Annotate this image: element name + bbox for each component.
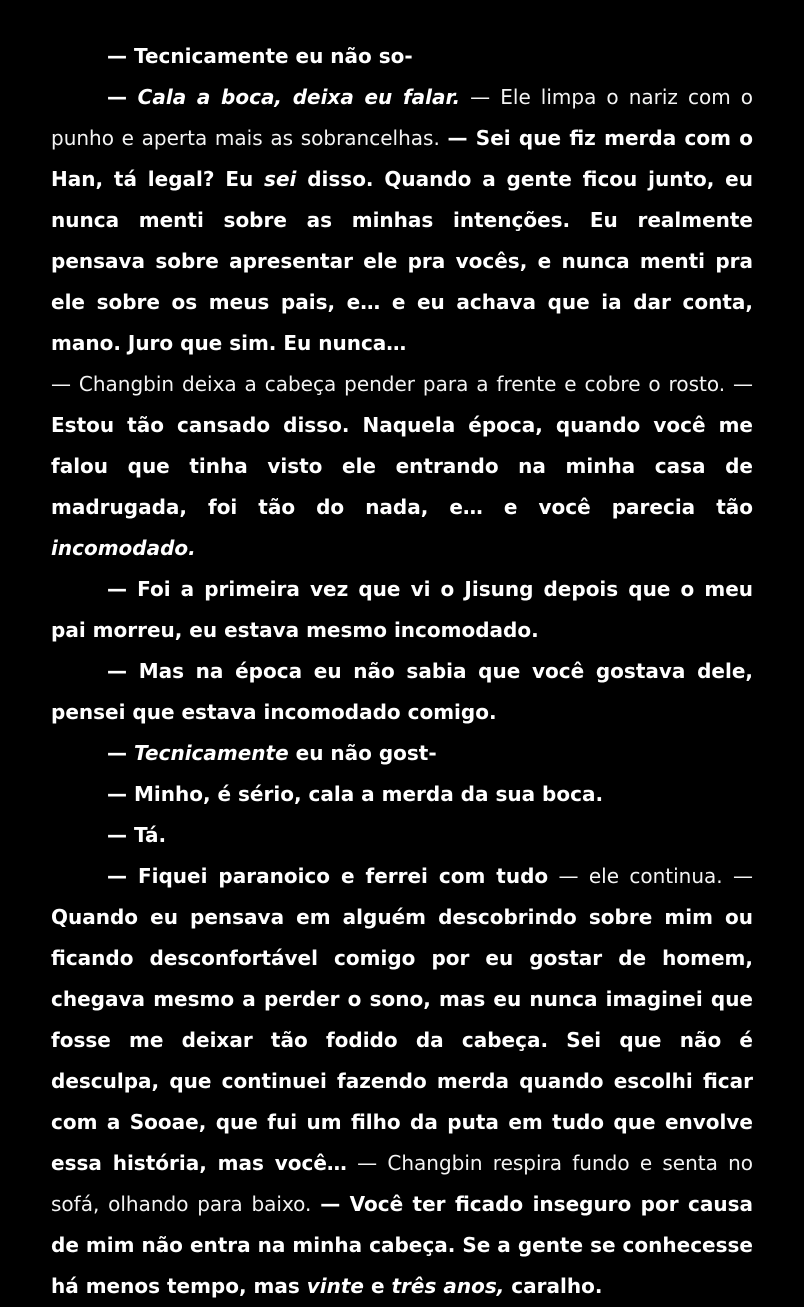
paragraph: [51, 856, 753, 1307]
dialogue-text: caralho.: [504, 1274, 603, 1298]
dialogue-text-italic: incomodado.: [51, 536, 196, 560]
narration-text: — ele continua. —: [548, 864, 754, 888]
dialogue-text: — Sei que fiz merda com o Han, tá legal? Eu: [51, 126, 753, 191]
book-page: [51, 36, 753, 1307]
paragraph: [51, 733, 753, 774]
narration-text: — Changbin respira fundo e senta no sofá, olhando para baixo.: [51, 1151, 753, 1216]
dialogue-text-italic: Cala a boca, deixa eu falar.: [137, 85, 461, 109]
dialogue-text: disso. Quando a gente ficou junto, eu nunca menti sobre as minhas intenções. Eu realmente pensava sobre apresentar ele pra vocês, e nunca menti pra ele sobre os meus pais, e… e eu achava que ia dar conta, mano. Juro que sim. Eu nunca…: [51, 167, 753, 355]
dialogue-text-italic: vinte: [306, 1274, 364, 1298]
dialogue-text: — Mas na época eu não sabia que você gostava dele, pensei que estava incomodado comigo.: [51, 659, 753, 724]
paragraph: [51, 364, 753, 569]
narration-text: — Changbin deixa a cabeça pender para a frente e cobre o rosto. —: [51, 372, 753, 396]
dialogue-text: — Você ter ficado inseguro por causa de mim não entra na minha cabeça. Se a gente se conhecesse há menos tempo, mas: [51, 1192, 753, 1298]
dialogue-text-italic: três anos,: [391, 1274, 505, 1298]
dialogue-text: — Tá.: [107, 823, 167, 847]
narration-text: — Ele limpa o nariz com o punho e aperta mais as sobrancelhas.: [51, 85, 753, 150]
dialogue-text-italic: Tecnicamente: [133, 741, 289, 765]
dialogue-text: e: [364, 1274, 392, 1298]
dialogue-text: Estou tão cansado disso. Naquela época, quando você me falou que tinha visto ele entrando na minha casa de madrugada, foi tão do nada, e… e você parecia tão: [51, 413, 753, 519]
dialogue-text: — Fiquei paranoico e ferrei com tudo: [107, 864, 549, 888]
paragraph: [51, 651, 753, 733]
paragraph: [51, 36, 753, 77]
dialogue-text-italic: sei: [264, 167, 297, 191]
paragraph: [51, 774, 753, 815]
dialogue-text: — Minho, é sério, cala a merda da sua boca.: [107, 782, 604, 806]
dialogue-text: —: [107, 85, 138, 109]
dialogue-text: — Foi a primeira vez que vi o Jisung depois que o meu pai morreu, eu estava mesmo incomodado.: [51, 577, 753, 642]
paragraph: [51, 815, 753, 856]
dialogue-text: — Tecnicamente eu não so-: [107, 44, 413, 68]
paragraph: [51, 77, 753, 364]
dialogue-text: eu não gost-: [288, 741, 437, 765]
paragraph: [51, 569, 753, 651]
dialogue-text: —: [107, 741, 134, 765]
dialogue-text: Quando eu pensava em alguém descobrindo sobre mim ou ficando desconfortável comigo por eu gostar de homem, chegava mesmo a perder o sono, mas eu nunca imaginei que fosse me deixar tão fodido da cabeça. Sei que não é desculpa, que continuei fazendo merda quando escolhi ficar com a Sooae, que fui um filho da puta em tudo que envolve essa história, mas você…: [51, 905, 753, 1175]
